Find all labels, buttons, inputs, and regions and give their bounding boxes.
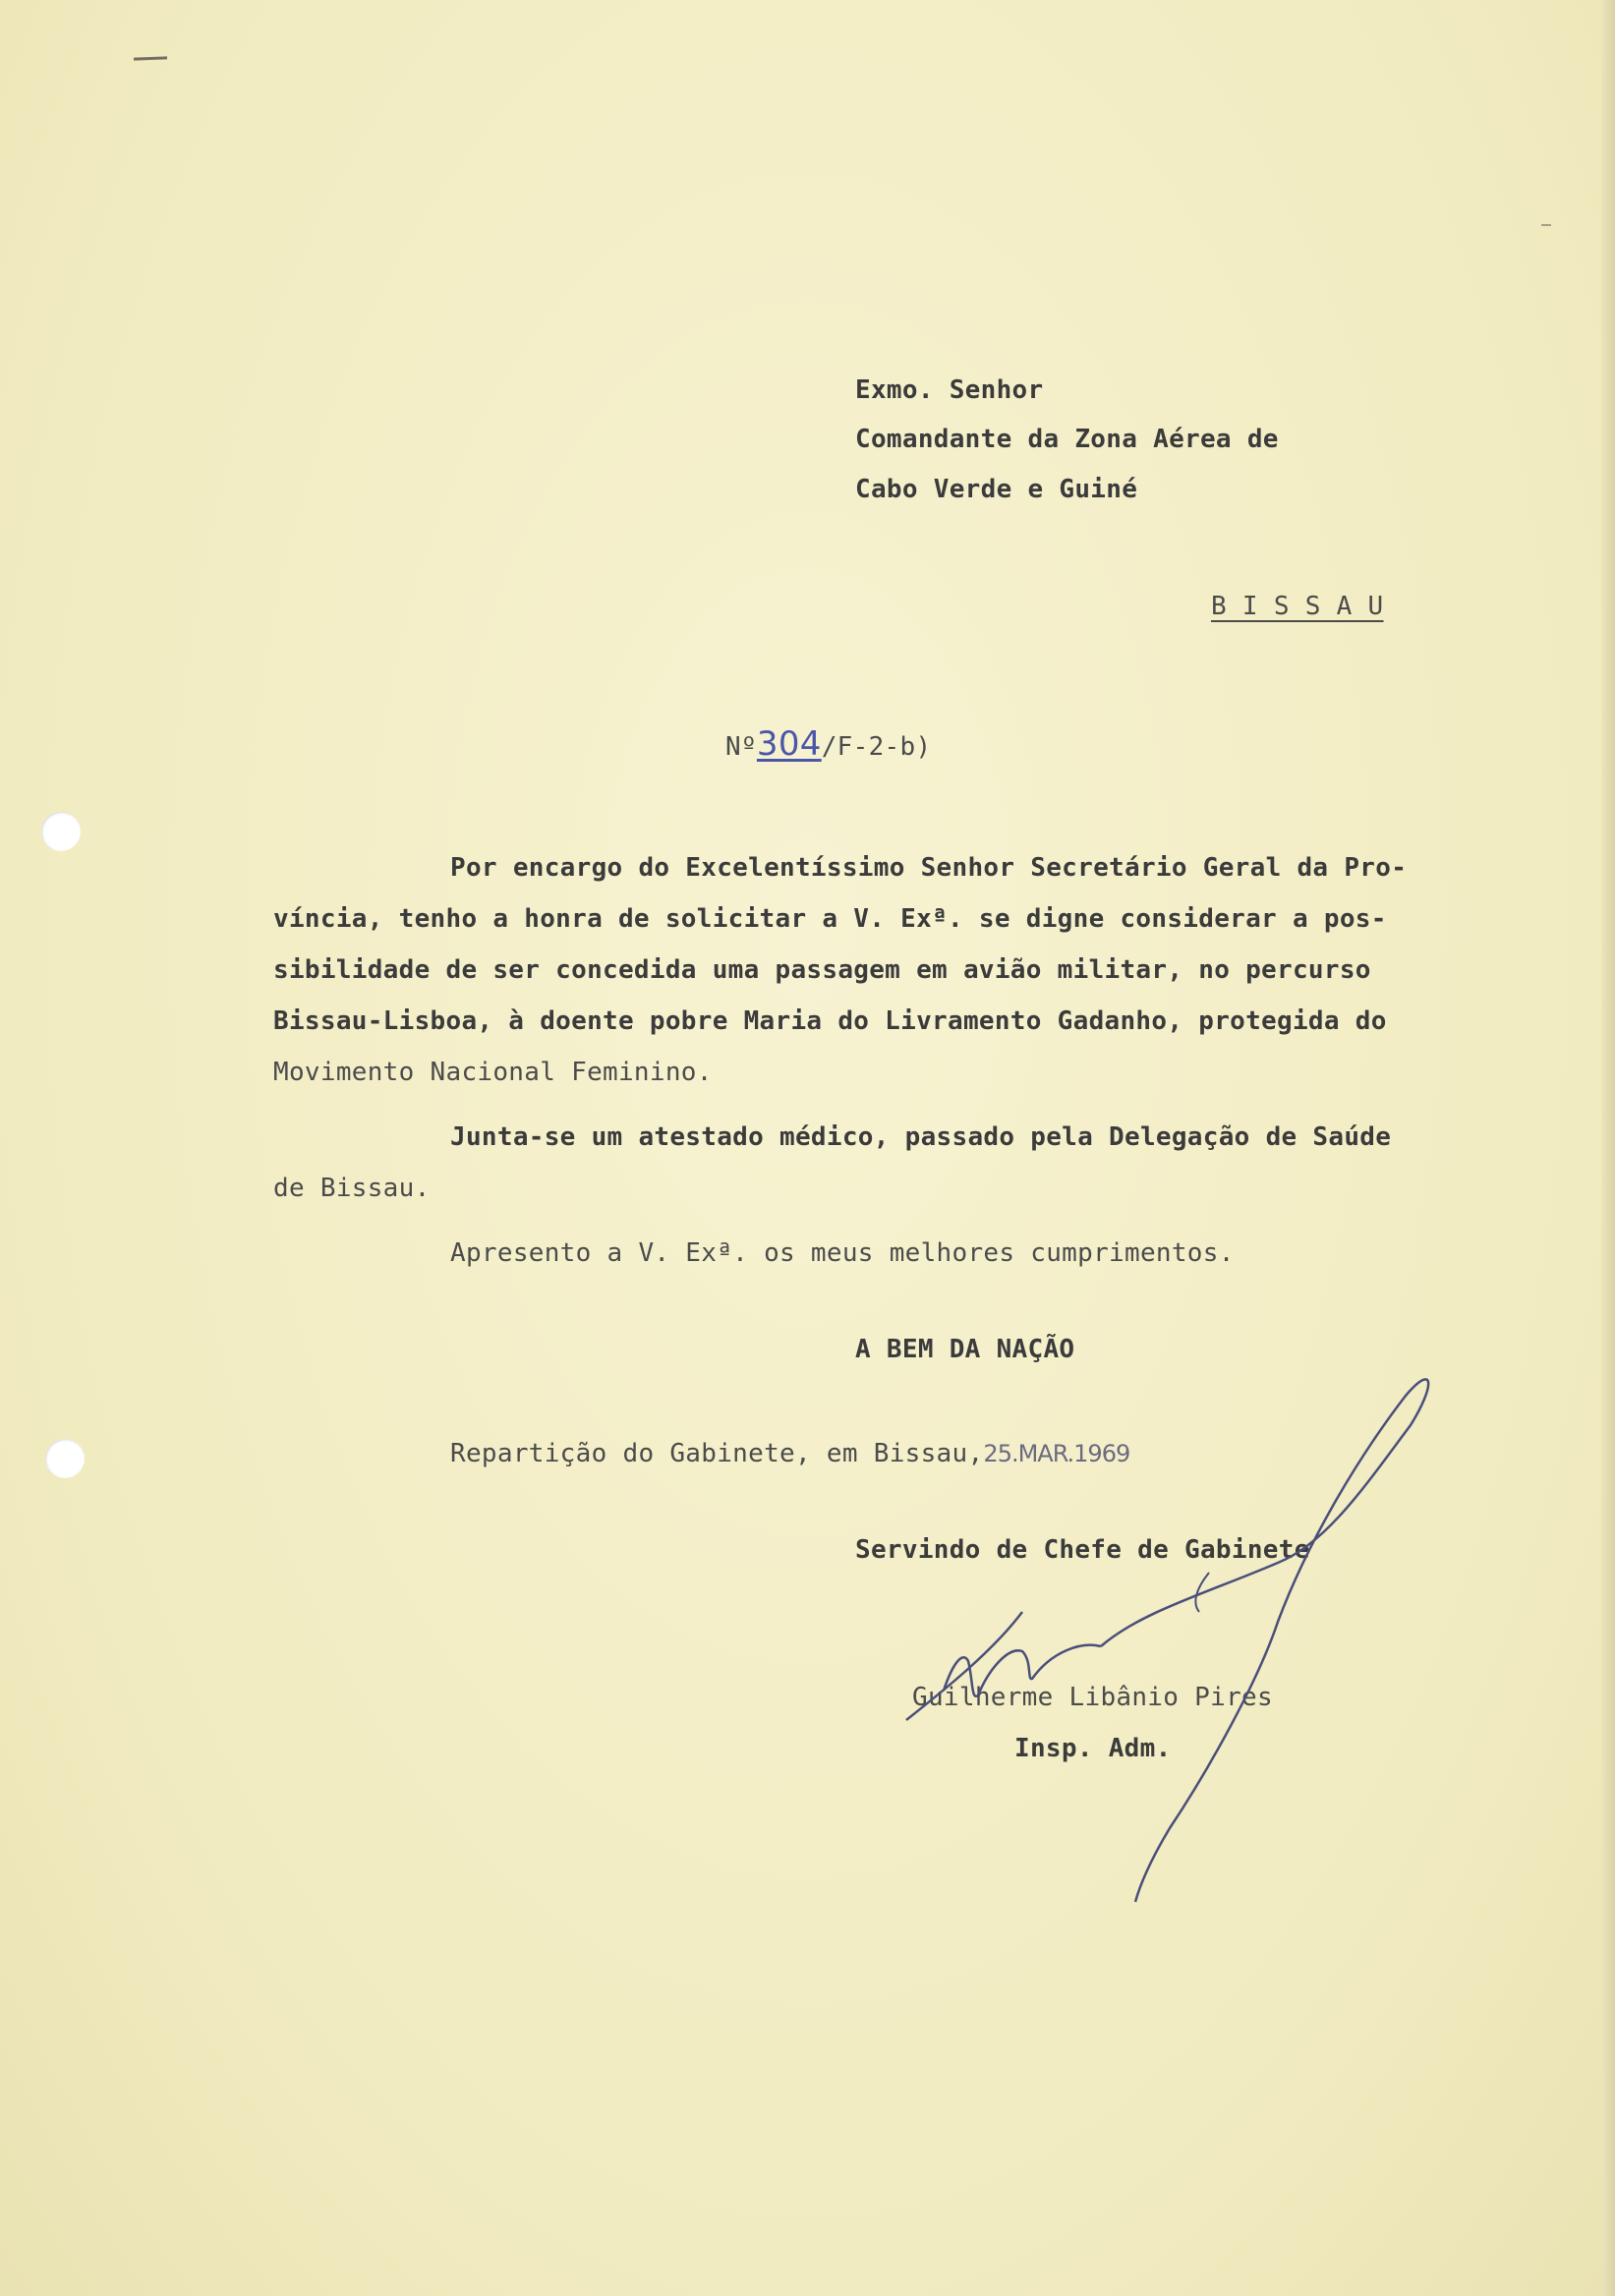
reference-line [725, 724, 932, 764]
addressee-line-2: Comandante da Zona Aérea de [855, 425, 1279, 454]
body-line: Apresento a V. Exª. os meus melhores cumprimentos. [450, 1238, 1235, 1268]
body-line: de Bissau. [273, 1174, 431, 1203]
closing-role: Servindo de Chefe de Gabinete [855, 1535, 1310, 1565]
reference-prefix: Nº [725, 732, 757, 762]
reference-number: 304 [756, 724, 822, 764]
signatory-name: Guilherme Libânio Pires [912, 1683, 1273, 1712]
place-text: Repartição do Gabinete, em Bissau, [450, 1439, 984, 1468]
closing-motto: A BEM DA NAÇÃO [855, 1335, 1075, 1364]
addressee-line-1: Exmo. Senhor [855, 375, 1044, 405]
body-line: Bissau-Lisboa, à doente pobre Maria do Livramento Gadanho, protegida do [273, 1006, 1387, 1036]
punch-hole [45, 1439, 85, 1478]
paper-edge [1601, 0, 1615, 2296]
ink-mark [1541, 224, 1551, 226]
body-line: Junta-se um atestado médico, passado pela Delegação de Saúde [450, 1122, 1392, 1152]
signatory-title: Insp. Adm. [1014, 1734, 1172, 1763]
date-stamp: 25.MAR.1969 [983, 1440, 1130, 1467]
handwritten-signature [885, 1366, 1474, 1917]
body-line: sibilidade de ser concedida uma passagem em avião militar, no percurso [273, 955, 1371, 985]
reference-suffix: /F-2-b) [821, 732, 932, 762]
addressee-city: B I S S A U [1211, 592, 1384, 621]
punch-hole [41, 812, 81, 851]
body-line: Por encargo do Excelentíssimo Senhor Secretário Geral da Pro- [450, 853, 1408, 883]
body-line: víncia, tenho a honra de solicitar a V. Exª. se digne considerar a pos- [273, 904, 1387, 934]
addressee-line-3: Cabo Verde e Guiné [855, 475, 1138, 504]
body-line: Movimento Nacional Feminino. [273, 1058, 713, 1087]
